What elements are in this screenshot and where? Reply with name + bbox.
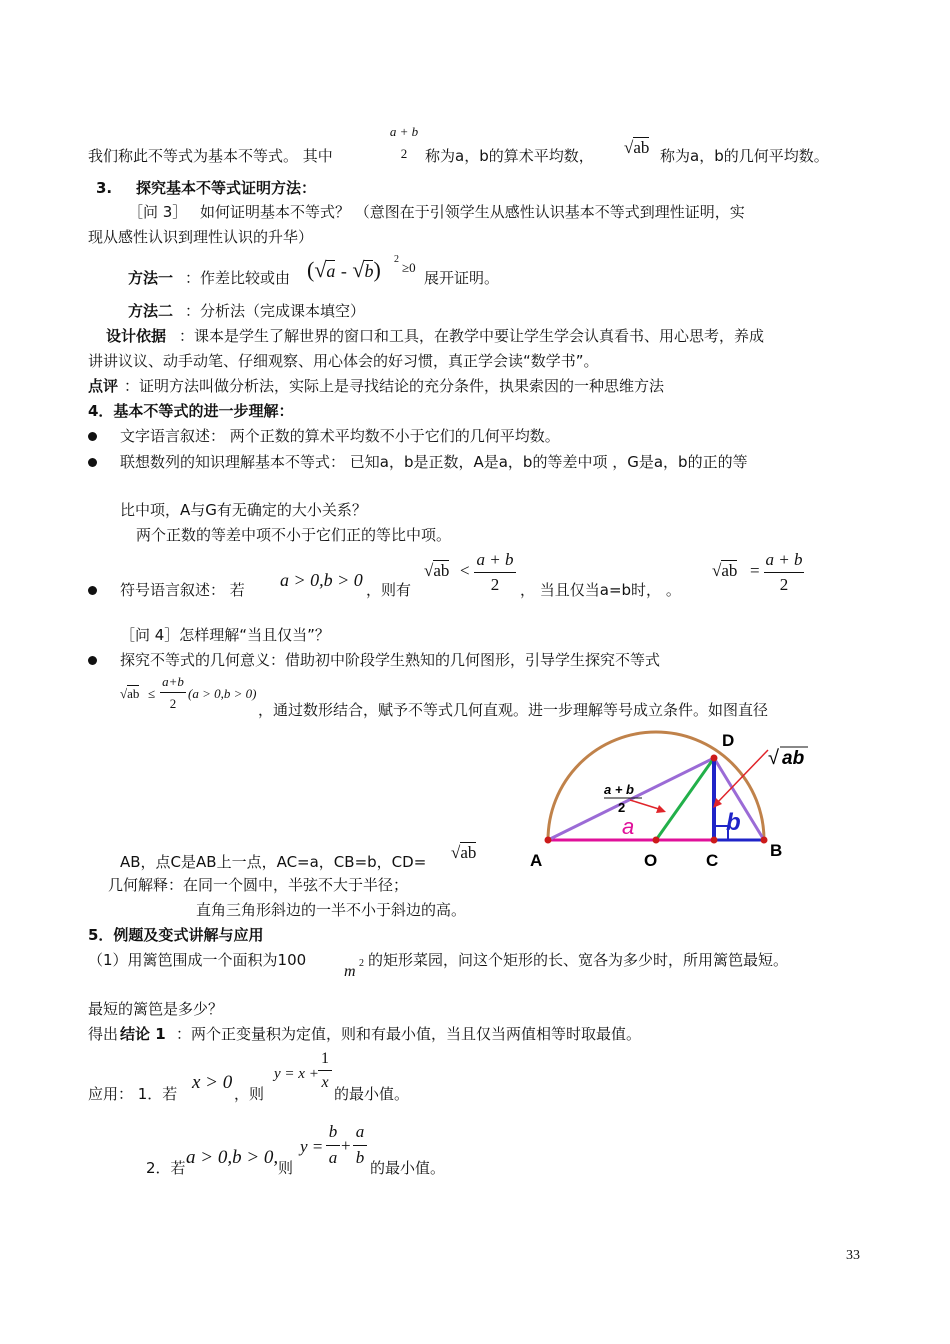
intro-text-2: 称为a，b的算术平均数， bbox=[425, 147, 594, 165]
conclusion-label: 结论 1 bbox=[120, 1025, 166, 1043]
section-3-number: 3. bbox=[96, 179, 113, 197]
point-d bbox=[711, 755, 718, 762]
label-c: C bbox=[706, 851, 719, 870]
bullet-icon bbox=[88, 656, 97, 665]
design-basis-text: ：课本是学生了解世界的窗口和工具，在教学中要让学生学会认真看书、用心思考，养成 bbox=[179, 327, 765, 345]
application-2-plus: + bbox=[341, 1136, 351, 1155]
label-o: O bbox=[644, 851, 658, 870]
application-2-tail: 的最小值。 bbox=[370, 1159, 446, 1177]
geometry-interpretation-1: 几何解释：在同一个圆中，半弦不大于半径； bbox=[108, 876, 409, 894]
method-1-ge: ≥0 bbox=[402, 260, 416, 275]
design-basis-text-cont: 讲讲议议、动手动笔、仔细观察、用心体会的好习惯，真正学会读“数学书”。 bbox=[88, 352, 599, 370]
label-segment-a: a bbox=[622, 814, 635, 839]
label-b: B bbox=[770, 841, 783, 860]
bullet-4-text-figure: AB，点C是AB上一点，AC=a，CB=b，CD= bbox=[120, 853, 427, 871]
label-radius-num: a + b bbox=[604, 782, 634, 797]
application-1-y: y = x + bbox=[274, 1066, 319, 1082]
bullet-2-text-cont: 比中项，A与G有无确定的大小关系？ bbox=[120, 501, 367, 519]
label-segment-b: b bbox=[726, 809, 741, 836]
fraction-bar bbox=[318, 1070, 332, 1071]
problem-1-text: （1）用篱笆围成一个面积为100 bbox=[88, 951, 307, 969]
bullet-3-condition: a > 0,b > 0 bbox=[280, 570, 363, 590]
problem-1-exponent: 2 bbox=[359, 958, 364, 969]
bullet-4-sqrt: √ab bbox=[120, 686, 140, 701]
problem-1-unit: m bbox=[344, 963, 356, 980]
application-1-condition: x > 0 bbox=[192, 1072, 233, 1093]
bullet-4-frac-num: a+b bbox=[162, 674, 184, 689]
fraction-bar bbox=[326, 1145, 340, 1146]
intro-text-1: 我们称此不等式为基本不等式。 其中 bbox=[88, 147, 333, 165]
method-1-text: ：作差比较或由 bbox=[185, 269, 291, 287]
bullet-icon bbox=[88, 458, 97, 467]
intro-text-3: 称为a，b的几何平均数。 bbox=[660, 147, 829, 165]
bullet-4-text: 探究不等式的几何意义：借助初中阶段学生熟知的几何图形，引导学生探究不等式 bbox=[120, 651, 661, 669]
problem-1-text-cont: 最短的篱笆是多少？ bbox=[88, 1000, 224, 1018]
section-4-title: 4．基本不等式的进一步理解： bbox=[88, 402, 294, 420]
bullet-1-text: 文字语言叙述： 两个正数的算术平均数不小于它们的几何平均数。 bbox=[120, 427, 560, 445]
bullet-4-le: ≤ bbox=[148, 686, 156, 701]
label-a: A bbox=[530, 851, 543, 870]
application-2-then: 则 bbox=[278, 1159, 294, 1177]
application-2-num-2: a bbox=[355, 1122, 365, 1141]
arrow-line-2 bbox=[716, 750, 768, 804]
method-1-label: 方法一 bbox=[128, 269, 174, 287]
application-1-tail: 的最小值。 bbox=[334, 1085, 410, 1103]
label-sqrt-ab: ab bbox=[782, 748, 805, 769]
conclusion-text: ：两个正变量积为定值，则和有最小值，当且仅当两值相等时取最值。 bbox=[176, 1025, 642, 1043]
conclusion-prefix: 得出 bbox=[88, 1025, 119, 1043]
bullet-4-condition: (a > 0,b > 0) bbox=[188, 686, 257, 701]
arrow-head-1 bbox=[656, 805, 666, 813]
method-1-tail: 展开证明。 bbox=[424, 269, 500, 287]
question-3-label: ［问 3］ bbox=[128, 203, 188, 221]
method-1-expression: (√a - √b) bbox=[307, 257, 381, 282]
page-number: 33 bbox=[846, 1248, 860, 1263]
method-2-text: ：分析法（完成课本填空） bbox=[185, 302, 366, 320]
frac-den: 2 bbox=[400, 146, 408, 161]
bullet-icon bbox=[88, 432, 97, 441]
arrow-line-1 bbox=[630, 800, 662, 810]
application-2-label: 2．若 bbox=[146, 1159, 186, 1177]
point-b bbox=[761, 837, 768, 844]
design-basis-label: 设计依据 bbox=[106, 327, 167, 345]
bullet-3-eq: = bbox=[750, 561, 760, 580]
application-1-den: x bbox=[321, 1074, 329, 1091]
geometry-figure bbox=[520, 726, 820, 876]
radius-od bbox=[656, 758, 714, 840]
bullet-4-text-cont: ，通过数形结合，赋予不等式几何直观。进一步理解等号成立条件。如图直径 bbox=[258, 701, 769, 719]
bullet-3-frac-num: a + b bbox=[476, 550, 514, 569]
point-a bbox=[545, 837, 552, 844]
comment-label: 点评 bbox=[88, 377, 119, 395]
problem-1-tail: 的矩形菜园，问这个矩形的长、宽各为多少时，所用篱笆最短。 bbox=[368, 951, 789, 969]
question-3-text: 如何证明基本不等式？ （意图在于引领学生从感性认识基本不等式到理性证明，实 bbox=[200, 203, 745, 221]
sqrt-symbol: √ab bbox=[624, 138, 650, 157]
section-5-title: 5．例题及变式讲解与应用 bbox=[88, 926, 264, 944]
bullet-3-frac-den: 2 bbox=[490, 575, 500, 594]
bullet-3-frac2-den: 2 bbox=[779, 575, 789, 594]
bullet-3-sqrt: √ab bbox=[424, 561, 450, 580]
application-1-then: ，则 bbox=[234, 1085, 265, 1103]
application-2-den-1: a bbox=[328, 1148, 338, 1167]
frac-num: a + b bbox=[389, 124, 419, 139]
bullet-3-frac2-num: a + b bbox=[765, 550, 803, 569]
application-2-num-1: b bbox=[328, 1122, 338, 1141]
question-4: ［问 4］怎样理解“当且仅当”？ bbox=[120, 626, 330, 644]
bullet-3-then: ，则有 bbox=[366, 581, 412, 599]
point-o bbox=[653, 837, 660, 844]
geometry-interpretation-2: 直角三角形斜边的一半不小于斜边的高。 bbox=[196, 901, 467, 919]
bullet-3-sqrt-2: √ab bbox=[712, 561, 738, 580]
fraction-bar bbox=[160, 692, 186, 693]
bullet-icon bbox=[88, 586, 97, 595]
bullet-2-conclusion: 两个正数的等差中项不小于它们正的等比中项。 bbox=[136, 526, 452, 544]
point-c bbox=[711, 837, 718, 844]
question-3-text-cont: 现从感性认识到理性认识的升华） bbox=[88, 228, 314, 246]
comment-text: ：证明方法叫做分析法，实际上是寻找结论的充分条件，执果索因的一种思维方法 bbox=[124, 377, 665, 395]
bullet-3-when: ， 当且仅当a=b时， 。 bbox=[520, 581, 681, 599]
label-d: D bbox=[722, 731, 735, 750]
application-1-num: 1 bbox=[321, 1050, 329, 1067]
method-2-label: 方法二 bbox=[128, 302, 174, 320]
bullet-3-label: 符号语言叙述： 若 bbox=[120, 581, 245, 599]
method-1-exponent: 2 bbox=[394, 254, 399, 265]
bullet-3-lt: < bbox=[460, 561, 470, 580]
application-2-condition: a > 0,b > 0, bbox=[186, 1147, 279, 1168]
fraction-bar bbox=[764, 572, 804, 573]
section-3-title: 探究基本不等式证明方法： bbox=[136, 179, 317, 197]
sqrt-radicand: ab bbox=[633, 138, 650, 157]
label-radius-den: 2 bbox=[618, 800, 626, 815]
label-sqrt-symbol: √ bbox=[768, 747, 779, 769]
fraction-bar bbox=[474, 572, 516, 573]
application-2-y: y = bbox=[300, 1137, 324, 1156]
fraction-bar bbox=[353, 1145, 367, 1146]
bullet-4-sqrt-2: √ab bbox=[451, 843, 477, 862]
bullet-2-text: 联想数列的知识理解基本不等式： 已知a，b是正数，A是a，b的等差中项 ，G是a，b的正的等 bbox=[120, 453, 748, 471]
application-2-den-2: b bbox=[355, 1148, 365, 1167]
bullet-4-frac-den: 2 bbox=[169, 696, 177, 711]
application-label: 应用： 1．若 bbox=[88, 1085, 178, 1103]
